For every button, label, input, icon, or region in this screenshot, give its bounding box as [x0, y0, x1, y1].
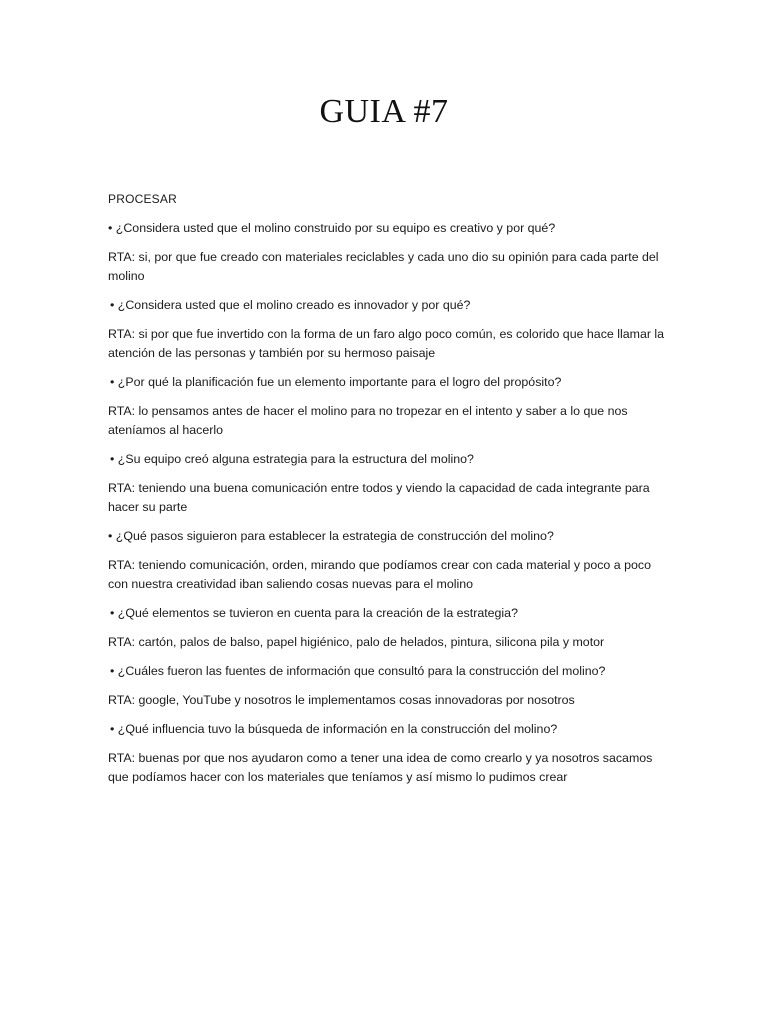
answer-3: RTA: lo pensamos antes de hacer el molino para no tropezar en el intento y saber a lo que nos ateníamos al hacerlo: [108, 404, 628, 437]
answer-8: RTA: buenas por que nos ayudaron como a tener una idea de como crearlo y ya nosotros sacamos que podíamos hacer con los materiales que teníamos y así mismo lo pudimos crear: [108, 751, 653, 784]
answer-6: RTA: cartón, palos de balso, papel higiénico, palo de helados, pintura, silicona pila y motor: [108, 635, 605, 649]
document-body: [108, 190, 668, 797]
question-2: • ¿Considera usted que el molino creado es innovador y por qué?: [110, 298, 471, 312]
question-8: • ¿Qué influencia tuvo la búsqueda de información en la construcción del molino?: [110, 722, 558, 736]
question-1: • ¿Considera usted que el molino construido por su equipo es creativo y por qué?: [108, 221, 556, 235]
answer-1: RTA: si, por que fue creado con materiales reciclables y cada uno dio su opinión para cada parte del molino: [108, 250, 659, 283]
question-7: • ¿Cuáles fueron las fuentes de información que consultó para la construcción del molino?: [110, 664, 606, 678]
answer-2: RTA: si por que fue invertido con la forma de un faro algo poco común, es colorido que hace llamar la atención de las personas y también por su hermoso paisaje: [108, 327, 665, 360]
section-heading: PROCESAR: [108, 192, 177, 206]
answer-5: RTA: teniendo comunicación, orden, mirando que podíamos crear con cada material y poco a poco con nuestra creatividad iban saliendo cosas nuevas para el molino: [108, 558, 651, 591]
question-5: • ¿Qué pasos siguieron para establecer la estrategia de construcción del molino?: [108, 529, 554, 543]
document-title: GUIA #7: [319, 93, 449, 130]
question-3: • ¿Por qué la planificación fue un elemento importante para el logro del propósito?: [110, 375, 562, 389]
question-4: • ¿Su equipo creó alguna estrategia para la estructura del molino?: [110, 452, 474, 466]
answer-7: RTA: google, YouTube y nosotros le implementamos cosas innovadoras por nosotros: [108, 693, 575, 707]
answer-4: RTA: teniendo una buena comunicación entre todos y viendo la capacidad de cada integrante para hacer su parte: [108, 481, 650, 514]
question-6: • ¿Qué elementos se tuvieron en cuenta para la creación de la estrategia?: [110, 606, 518, 620]
